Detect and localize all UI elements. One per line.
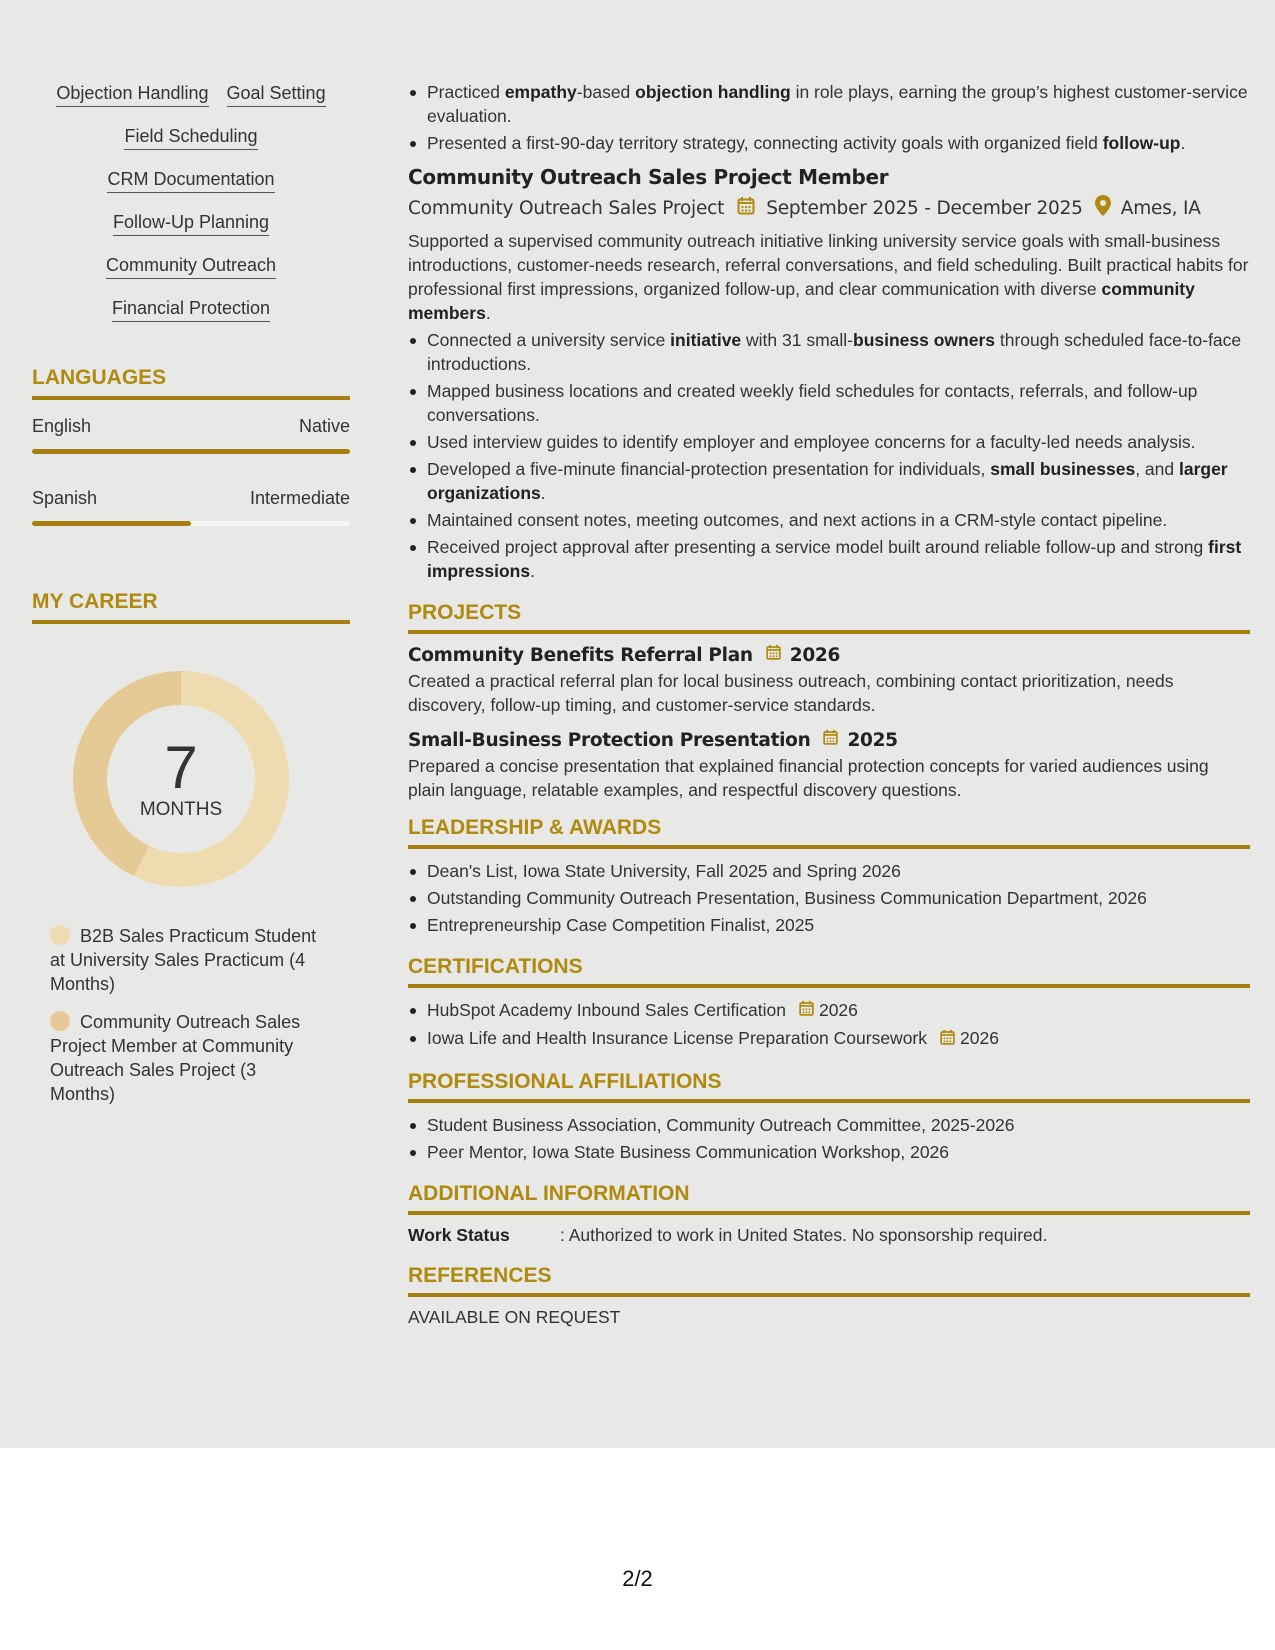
references-heading: REFERENCES <box>408 1264 1250 1297</box>
project-description: Created a practical referral plan for local business outreach, combining contact prioritization, needs discovery, follow-up timing, and customer-service standards. <box>408 671 1174 715</box>
skill-tag: Goal Setting <box>227 82 326 107</box>
text-run: in role plays, earning the group’s highest customer-service evaluation. <box>427 82 1248 126</box>
affiliation-item: Student Business Association, Community Outreach Committee, 2025-2026 <box>408 1113 1250 1137</box>
location-pin-icon <box>1095 195 1111 221</box>
certification-item <box>408 1026 1250 1051</box>
certification-year: 2026 <box>818 1000 858 1020</box>
job-meta <box>408 195 1250 221</box>
sidebar <box>32 82 350 1120</box>
skill-row <box>32 297 350 322</box>
legend-label: B2B Sales Practicum Student at University Sales Practicum (4 Months) <box>50 926 317 994</box>
award-item: Dean's List, Iowa State University, Fall 2025 and Spring 2026 <box>408 859 1250 883</box>
language-name: Spanish <box>32 488 98 508</box>
affiliations-list <box>408 1113 1250 1164</box>
bold-text: objection handling <box>635 82 791 102</box>
text-run: Maintained consent notes, meeting outcomes, and next actions in a CRM-style contact pipeline. <box>427 510 1168 530</box>
bold-text: larger organizations <box>427 459 1228 503</box>
bullet-item <box>408 430 1250 454</box>
bold-text: business owners <box>853 330 996 350</box>
bullet-item <box>408 457 1250 505</box>
legend-label: Community Outreach Sales Project Member at Community Outreach Sales Project (3 Months) <box>50 1012 301 1104</box>
certification-item <box>408 998 1250 1023</box>
career-donut-chart <box>66 664 296 894</box>
additional-info-heading: ADDITIONAL INFORMATION <box>408 1182 1250 1215</box>
text-run: . <box>540 483 546 503</box>
project-name: Small-Business Protection Presentation <box>408 729 811 751</box>
bold-text: initiative <box>670 330 742 350</box>
calendar-icon <box>939 1028 956 1052</box>
skill-tag: Field Scheduling <box>124 125 257 150</box>
project-description: Prepared a concise presentation that explained financial protection concepts for varied audiences using plain language, relatable examples, and respectful discovery questions. <box>408 756 1209 800</box>
text-run: Used interview guides to identify employer and employee concerns for a faculty-led needs analysis. <box>427 432 1196 452</box>
project-year: 2026 <box>789 644 841 666</box>
skill-row <box>32 168 350 193</box>
legend-item <box>50 924 320 996</box>
award-item: Outstanding Community Outreach Presentation, Business Communication Department, 2026 <box>408 886 1250 910</box>
text-run: Mapped business locations and created weekly field schedules for contacts, referrals, and follow-up conversations. <box>427 381 1198 425</box>
career-total-value: 7 <box>164 734 198 801</box>
leadership-heading: LEADERSHIP & AWARDS <box>408 816 1250 849</box>
bullet-item <box>408 535 1250 583</box>
skill-tag: CRM Documentation <box>107 168 274 193</box>
bullet-item <box>408 508 1250 532</box>
job-summary <box>408 229 1250 325</box>
certifications-list <box>408 998 1250 1052</box>
language-item <box>32 416 350 454</box>
bold-text: follow-up <box>1102 133 1181 153</box>
additional-info-row <box>408 1225 1250 1246</box>
language-name: English <box>32 416 92 436</box>
certification-name: Iowa Life and Health Insurance License Preparation Coursework <box>427 1028 928 1049</box>
text-run: , and <box>1135 459 1179 479</box>
affiliations-heading: PROFESSIONAL AFFILIATIONS <box>408 1070 1250 1103</box>
affiliation-item: Peer Mentor, Iowa State Business Communication Workshop, 2026 <box>408 1140 1250 1164</box>
legend-dot <box>50 925 70 945</box>
text-run: Connected a university service <box>427 330 671 350</box>
career-section <box>32 590 350 1106</box>
page-number: 2/2 <box>622 1566 653 1591</box>
text-run: -based <box>576 82 636 102</box>
skill-row <box>32 82 350 107</box>
bullet-item <box>408 80 1250 128</box>
career-total-unit: MONTHS <box>139 799 223 820</box>
job-dates: September 2025 - December 2025 <box>766 197 1083 219</box>
skill-tag: Financial Protection <box>112 297 270 322</box>
project-year: 2025 <box>847 729 898 751</box>
certification-name: HubSpot Academy Inbound Sales Certification <box>427 1000 786 1020</box>
language-proficiency-bar <box>32 449 350 454</box>
job-org: Community Outreach Sales Project <box>408 197 725 219</box>
language-proficiency-bar <box>32 521 350 526</box>
skill-tag: Follow-Up Planning <box>113 211 269 236</box>
bullet-item <box>408 328 1250 376</box>
career-legend <box>50 924 320 1106</box>
bullet-item <box>408 131 1250 155</box>
text-run: Supported a supervised community outreach initiative linking university service goals with small-business introductions, customer-needs research, referral conversations, and field scheduling. Built practical habits for professional first impressions, organized follow-up, and clear communication with diverse <box>408 231 1249 299</box>
project-name: Community Benefits Referral Plan <box>408 644 753 666</box>
text-run: . <box>1180 133 1186 153</box>
bold-text: small businesses <box>990 459 1136 479</box>
text-run: . <box>530 561 535 581</box>
calendar-icon <box>765 644 782 666</box>
project-item <box>408 729 1250 802</box>
work-status-label: Work Status <box>408 1224 510 1245</box>
languages-heading: LANGUAGES <box>32 366 350 400</box>
calendar-icon <box>798 999 815 1023</box>
text-run: Practiced <box>427 82 505 102</box>
career-heading: MY CAREER <box>32 590 350 624</box>
skill-row <box>32 125 350 150</box>
language-row <box>32 488 350 509</box>
text-run: Presented a first-90-day territory strategy, connecting activity goals with organized field <box>427 133 1103 153</box>
project-title-row <box>408 729 1250 751</box>
skill-tag: Objection Handling <box>56 82 208 107</box>
leadership-list <box>408 859 1250 937</box>
calendar-icon <box>736 196 756 221</box>
bold-text: community members <box>408 279 1195 323</box>
work-status-value: : Authorized to work in United States. No sponsorship required. <box>560 1224 1048 1245</box>
project-item <box>408 644 1250 717</box>
bold-text: first impressions <box>427 537 1242 581</box>
legend-dot <box>50 1011 70 1031</box>
certifications-heading: CERTIFICATIONS <box>408 955 1250 988</box>
main-content <box>408 80 1250 1328</box>
experience-bullets-continued <box>408 80 1250 155</box>
text-run: Developed a five-minute financial-protection presentation for individuals, <box>427 459 991 479</box>
bullet-item <box>408 379 1250 427</box>
projects-list <box>408 644 1250 802</box>
job-location: Ames, IA <box>1120 197 1201 219</box>
language-item <box>32 488 350 526</box>
language-proficiency-fill <box>32 449 350 454</box>
certification-year: 2026 <box>960 1028 999 1049</box>
languages-section <box>32 366 350 526</box>
projects-heading: PROJECTS <box>408 601 1250 634</box>
job-title: Community Outreach Sales Project Member <box>408 165 889 189</box>
references-text: AVAILABLE ON REQUEST <box>408 1306 621 1327</box>
calendar-icon <box>822 729 839 751</box>
text-run: with 31 small- <box>741 330 854 350</box>
job-bullets <box>408 328 1250 583</box>
skills-list <box>32 82 350 322</box>
skill-row <box>32 211 350 236</box>
text-run: through scheduled face-to-face introductions. <box>427 330 1242 374</box>
language-row <box>32 416 350 437</box>
bold-text: empathy <box>504 82 577 102</box>
text-run: . <box>485 303 491 323</box>
skill-tag: Community Outreach <box>106 254 276 279</box>
project-title-row <box>408 644 1250 666</box>
award-item: Entrepreneurship Case Competition Finalist, 2025 <box>408 913 1250 937</box>
legend-item <box>50 1010 320 1106</box>
language-level: Native <box>298 416 350 436</box>
language-proficiency-fill <box>32 521 191 526</box>
language-level: Intermediate <box>249 488 350 508</box>
text-run: Received project approval after presenting a service model built around reliable follow-up and strong <box>427 537 1209 557</box>
skill-row <box>32 254 350 279</box>
